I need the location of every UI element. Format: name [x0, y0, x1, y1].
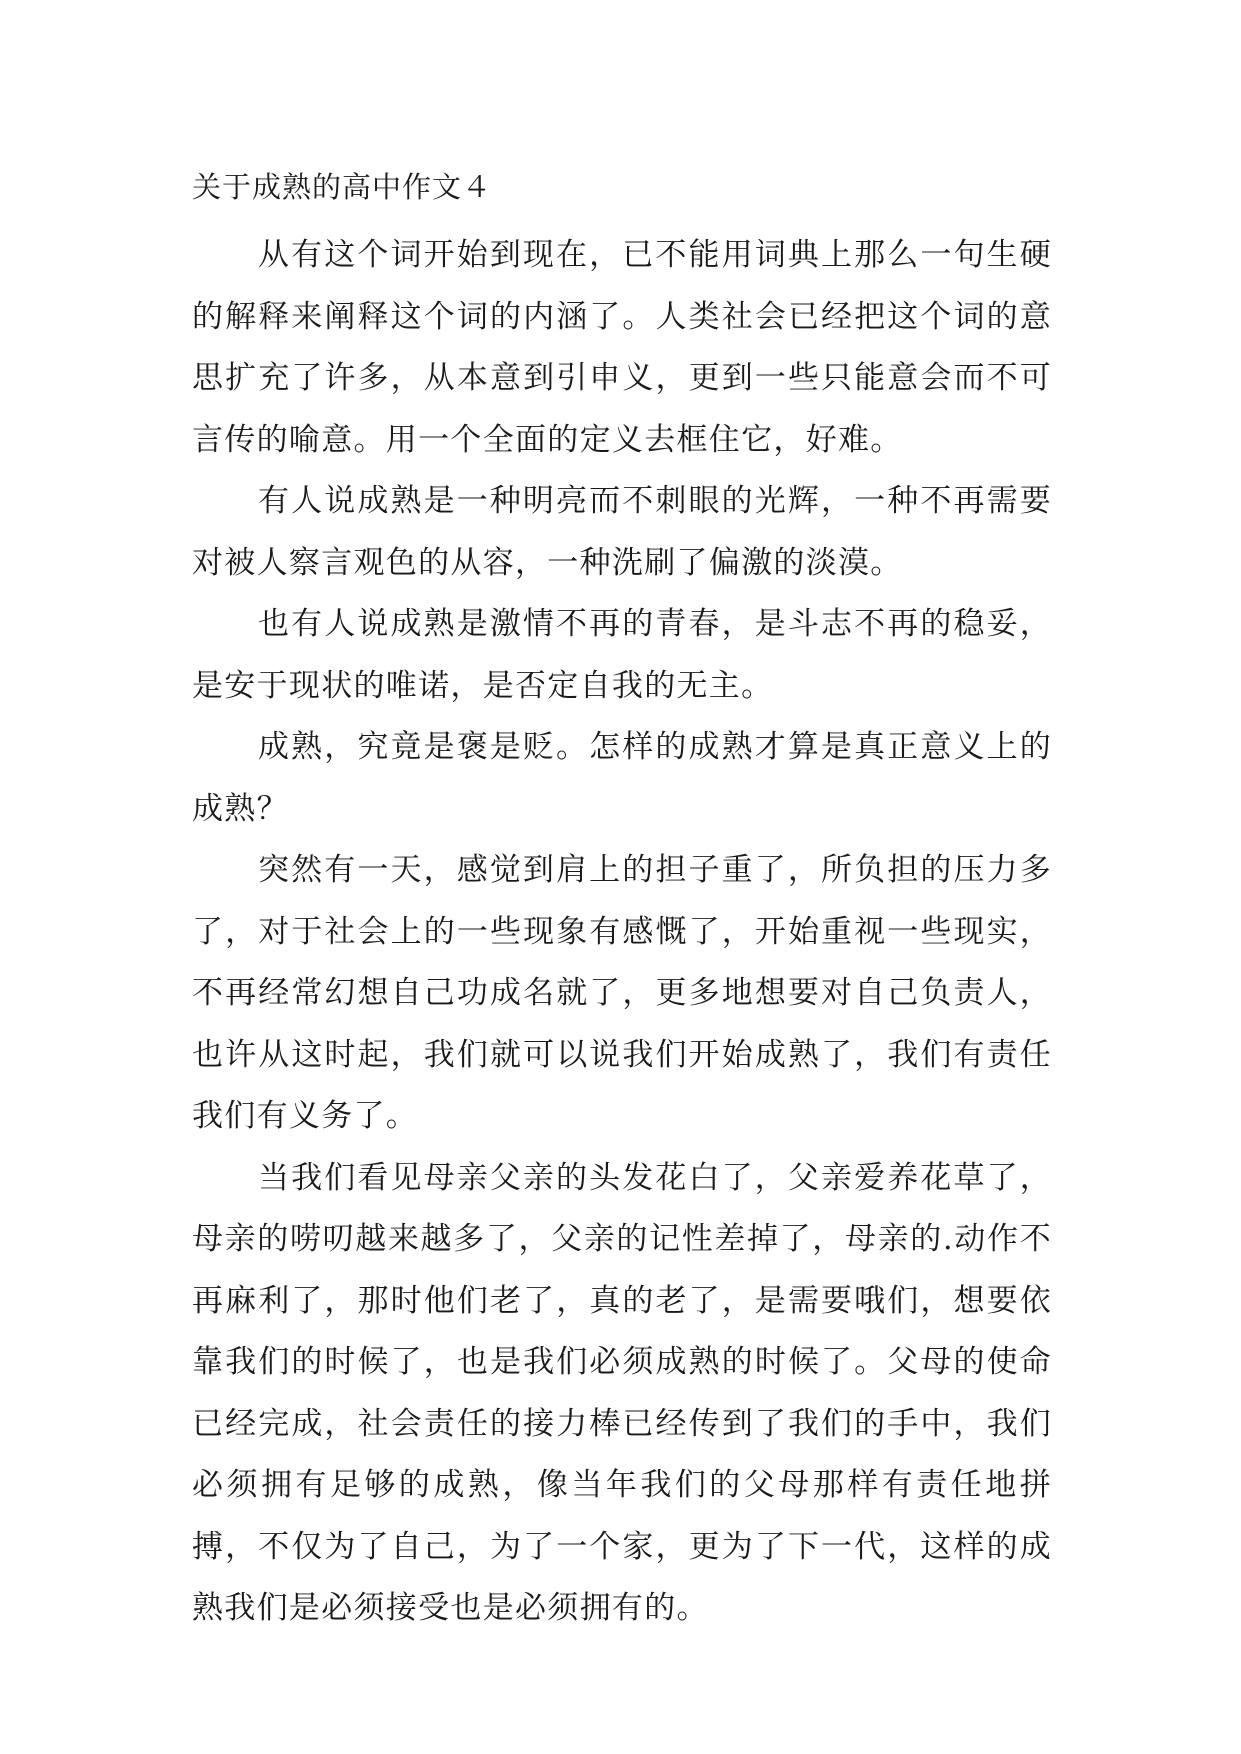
paragraph-2: 有人说成熟是一种明亮而不刺眼的光辉，一种不再需要对被人察言观色的从容，一种洗刷了偏激的淡漠。 — [192, 483, 1052, 581]
document-title: 关于成熟的高中作文４ — [192, 170, 493, 204]
paragraph-4: 成熟，究竟是褒是贬。怎样的成熟才算是真正意义上的成熟？ — [192, 729, 1052, 827]
paragraph-5: 突然有一天，感觉到肩上的担子重了，所负担的压力多了，对于社会上的一些现象有感慨了，开始重视一些现实，不再经常幻想自己功成名就了，更多地想要对自己负责人，也许从这时起，我们就可以说我们开始成熟了，我们有责任我们有义务了。 — [192, 852, 1052, 1134]
paragraph-6: 当我们看见母亲父亲的头发花白了，父亲爱养花草了，母亲的唠叨越来越多了，父亲的记性差掉了，母亲的.动作不再麻利了，那时他们老了，真的老了，是需要哦们，想要依靠我们的时候了，也是我们必须成熟的时候了。父母的使命已经完成，社会责任的接力棒已经传到了我们的手中，我们必须拥有足够的成熟，像当年我们的父母那样有责任地拼搏，不仅为了自己，为了一个家，更为了下一代，这样的成熟我们是必须接受也是必须拥有的。 — [192, 1159, 1052, 1626]
paragraph-1: 从有这个词开始到现在，已不能用词典上那么一句生硬的解释来阐释这个词的内涵了。人类社会已经把这个词的意思扩充了许多，从本意到引申义，更到一些只能意会而不可言传的喻意。用一个全面的定义去框住它，好难。 — [192, 237, 1052, 458]
document-page — [192, 165, 1052, 1640]
paragraph-3: 也有人说成熟是激情不再的青春，是斗志不再的稳妥，是安于现状的唯诺，是否定自我的无主。 — [192, 606, 1052, 704]
